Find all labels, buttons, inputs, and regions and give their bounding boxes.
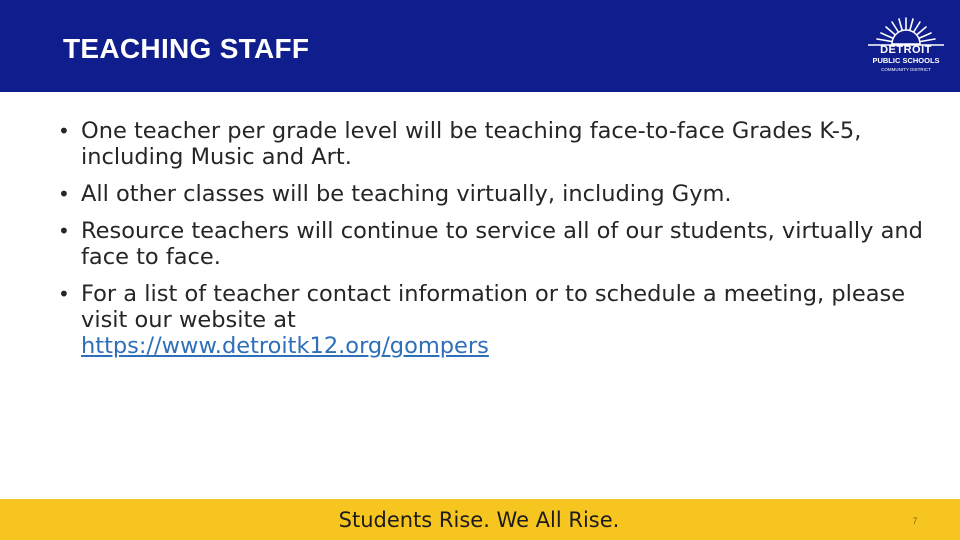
bullet-item [58, 181, 938, 207]
bullet-text: For a list of teacher contact information or to schedule a meeting, please visit our website at [81, 281, 906, 333]
sunrise-icon [862, 14, 950, 48]
district-logo [862, 14, 950, 78]
bullet-text: Resource teachers will continue to service all of our students, virtually and face to face. [81, 218, 923, 270]
logo-line-2: PUBLIC SCHOOLS [872, 56, 940, 65]
bullet-list [58, 118, 938, 370]
logo-line-3: COMMUNITY DISTRICT [881, 67, 931, 72]
bullet-item [58, 281, 938, 359]
footer-tagline: Students Rise. We All Rise. [338, 508, 620, 532]
logo-line-1: DETROIT [880, 44, 932, 56]
bullet-item [58, 218, 938, 270]
bullet-text: All other classes will be teaching virtually, including Gym. [81, 181, 732, 207]
page-title: TEACHING STAFF [63, 33, 310, 64]
bullet-text: One teacher per grade level will be teaching face-to-face Grades K-5, including Music and Art. [81, 118, 862, 170]
header-bar [0, 0, 960, 92]
website-link[interactable]: https://www.detroitk12.org/gompers [81, 333, 489, 359]
bullet-item [58, 118, 938, 170]
page-number: 7 [912, 516, 918, 526]
